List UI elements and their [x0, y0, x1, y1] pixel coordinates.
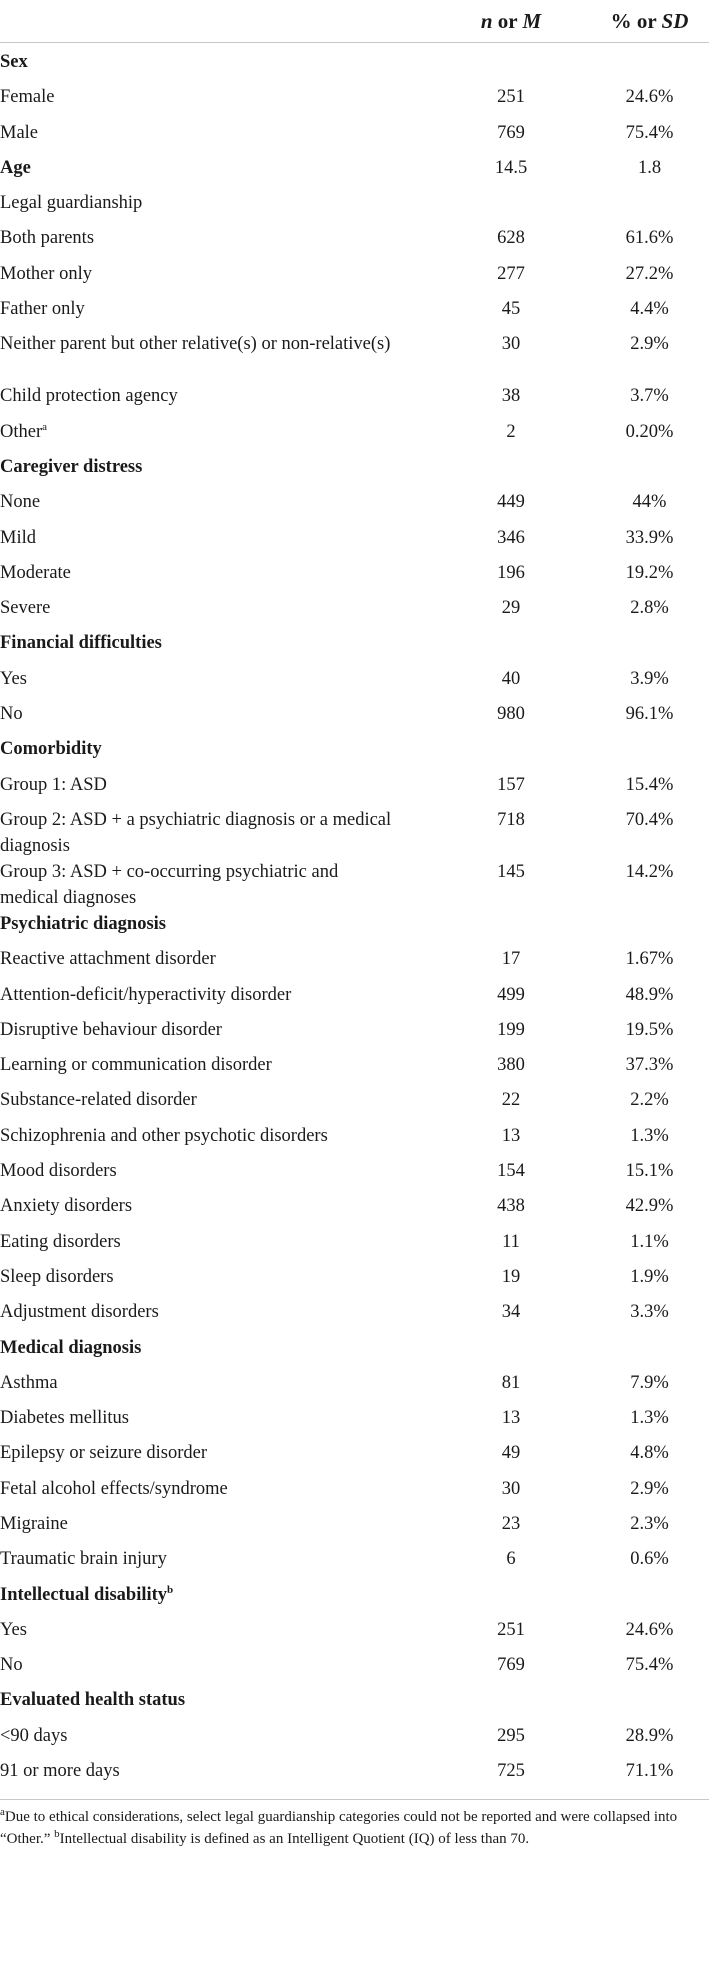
cell-n-or-m: 157 [497, 774, 525, 795]
row-label-text: Attention-deficit/hyperactivity disorder [0, 984, 292, 1005]
row-label-text: Diabetes mellitus [0, 1408, 129, 1429]
cell-n-or-m: 22 [501, 1090, 521, 1111]
row-label-text: 91 or more days [0, 1761, 120, 1782]
cell-pct-or-sd: 3.9% [630, 668, 669, 689]
cell-n-or-m: 295 [497, 1725, 525, 1746]
cell-n-or-m: 769 [497, 1655, 525, 1676]
column-header-n-or-m: n or M [480, 9, 542, 33]
cell-pct-or-sd: 75.4% [625, 122, 674, 143]
cell-pct-or-sd: 1.67% [625, 949, 674, 970]
table-row [0, 519, 709, 554]
cell-pct-or-sd: 75.4% [625, 1655, 674, 1676]
row-label-text: Substance-related disorder [0, 1090, 197, 1111]
cell-n-or-m: 980 [497, 704, 525, 725]
cell-pct-or-sd: 37.3% [625, 1055, 674, 1076]
row-label-text: <90 days [0, 1725, 68, 1746]
row-label [0, 1229, 400, 1255]
cell-pct-or-sd: 27.2% [625, 263, 674, 284]
cell-n-or-m: 45 [501, 299, 521, 320]
cell-pct-or-sd: 14.2% [625, 861, 674, 882]
row-label [0, 1546, 400, 1572]
cell-pct-or-sd: 3.3% [630, 1302, 669, 1323]
cell-pct-or-sd: 61.6% [625, 228, 674, 249]
table-row [0, 1364, 709, 1399]
cell-n-or-m: 196 [497, 562, 525, 583]
cell-pct-or-sd: 44% [632, 492, 667, 513]
row-label [0, 1264, 400, 1290]
cell-n-or-m: 718 [497, 809, 525, 830]
row-label-text: Mood disorders [0, 1161, 117, 1182]
row-label [0, 1193, 400, 1219]
cell-n-or-m: 81 [501, 1372, 521, 1393]
row-label-text: Reactive attachment disorder [0, 949, 216, 970]
cell-n-or-m: 23 [501, 1513, 521, 1534]
table-row [0, 1152, 709, 1187]
section-header-row [0, 448, 709, 483]
table-row [0, 377, 709, 412]
cell-n-or-m: 13 [501, 1408, 521, 1429]
row-label [0, 190, 400, 216]
row-label [0, 701, 400, 727]
cell-n-or-m: 2 [506, 421, 516, 442]
table-row [0, 1717, 709, 1752]
row-label [0, 1405, 400, 1431]
cell-pct-or-sd: 2.8% [630, 598, 669, 619]
cell-n-or-m: 30 [501, 1478, 521, 1499]
table-row [0, 413, 709, 448]
row-label [0, 1370, 400, 1396]
row-label [0, 331, 400, 357]
row-label-text: Father only [0, 299, 85, 320]
row-label [0, 1582, 400, 1608]
row-label-text: Migraine [0, 1513, 68, 1534]
cell-n-or-m: 19 [501, 1266, 521, 1287]
cell-pct-or-sd: 28.9% [625, 1725, 674, 1746]
table-row [0, 801, 709, 856]
cell-n-or-m: 11 [502, 1231, 520, 1252]
cell-n-or-m: 199 [497, 1019, 525, 1040]
section-header-row [0, 1681, 709, 1716]
row-label-text: Child protection agency [0, 386, 178, 407]
row-label [0, 383, 400, 409]
cell-pct-or-sd: 24.6% [625, 1619, 674, 1640]
cell-pct-or-sd: 33.9% [625, 527, 674, 548]
row-label [0, 1158, 400, 1184]
row-label-text: Adjustment disorders [0, 1302, 159, 1323]
cell-n-or-m: 14.5 [494, 157, 528, 178]
table-row [0, 1046, 709, 1081]
cell-pct-or-sd: 96.1% [625, 704, 674, 725]
table-row [0, 589, 709, 624]
row-label [0, 419, 400, 445]
row-label-text: Male [0, 122, 39, 143]
table-row [0, 1752, 709, 1787]
table-row [0, 184, 709, 219]
table-row [0, 1117, 709, 1152]
row-label [0, 1017, 400, 1043]
cell-pct-or-sd: 2.9% [630, 334, 669, 355]
row-label [0, 772, 400, 798]
cell-n-or-m: 499 [497, 984, 525, 1005]
row-label [0, 525, 400, 551]
row-label [0, 982, 400, 1008]
table-footnote [0, 1799, 709, 1850]
table-row [0, 1540, 709, 1575]
cell-pct-or-sd: 1.9% [630, 1266, 669, 1287]
table-row [0, 1646, 709, 1681]
section-header-row [0, 730, 709, 765]
row-label-text: Caregiver distress [0, 456, 143, 477]
table-row [0, 695, 709, 730]
row-label-text: Psychiatric diagnosis [0, 913, 166, 934]
row-label [0, 1052, 400, 1078]
row-label [0, 630, 400, 656]
section-header-row [0, 149, 709, 184]
table-row [0, 325, 709, 377]
row-label-text: Learning or communication disorder [0, 1055, 272, 1076]
row-label-text: Medical diagnosis [0, 1337, 142, 1358]
cell-pct-or-sd: 4.8% [630, 1443, 669, 1464]
row-label-text: Fetal alcohol effects/syndrome [0, 1478, 228, 1499]
table-body [0, 43, 709, 1787]
cell-n-or-m: 29 [501, 598, 521, 619]
row-label-text: Sex [0, 52, 28, 72]
section-header-row [0, 905, 709, 940]
cell-pct-or-sd: 70.4% [625, 809, 674, 830]
row-label [0, 807, 400, 859]
table-row [0, 1011, 709, 1046]
table-row [0, 976, 709, 1011]
cell-n-or-m: 49 [501, 1443, 521, 1464]
row-label-text: Group 3: ASD + co-occurring psychiatric and medical diagnoses [0, 861, 339, 908]
row-label-text: Traumatic brain injury [0, 1549, 167, 1570]
row-label-text: Anxiety disorders [0, 1196, 133, 1217]
cell-pct-or-sd: 2.9% [630, 1478, 669, 1499]
cell-n-or-m: 251 [497, 1619, 525, 1640]
row-label [0, 1652, 400, 1678]
row-label [0, 1123, 400, 1149]
footnote-b-text: Intellectual disability is defined as an Intelligent Quotient (IQ) of less than 70. [59, 1831, 530, 1848]
footnote-marker: a [42, 420, 48, 433]
section-header-row [0, 43, 709, 78]
cell-n-or-m: 628 [497, 228, 525, 249]
row-label [0, 1511, 400, 1537]
row-label [0, 454, 400, 480]
row-label-text: Eating disorders [0, 1231, 121, 1252]
row-label-text: Comorbidity [0, 739, 102, 760]
row-label-text: None [0, 492, 41, 513]
cell-pct-or-sd: 0.20% [625, 421, 674, 442]
cell-n-or-m: 17 [501, 949, 521, 970]
cell-n-or-m: 277 [497, 263, 525, 284]
row-label-text: Mild [0, 527, 36, 548]
cell-pct-or-sd: 2.2% [630, 1090, 669, 1111]
table-row [0, 940, 709, 975]
cell-pct-or-sd: 15.1% [625, 1161, 674, 1182]
row-label-text: Financial difficulties [0, 633, 162, 654]
row-label-text: Schizophrenia and other psychotic disorders [0, 1125, 328, 1146]
cell-pct-or-sd: 1.8 [637, 157, 662, 178]
cell-n-or-m: 380 [497, 1055, 525, 1076]
table-row [0, 1293, 709, 1328]
row-label [0, 946, 400, 972]
row-label [0, 595, 400, 621]
column-header-pct-or-sd: % or SD [610, 9, 689, 33]
row-label-text: Intellectual disability [0, 1584, 168, 1605]
table-row [0, 255, 709, 290]
table-row [0, 78, 709, 113]
table-row [0, 660, 709, 695]
footnote-a-text: Due to ethical considerations, select legal guardianship categories could not be reported and were collapsed into “Other.” [0, 1809, 678, 1848]
row-label-text: Epilepsy or seizure disorder [0, 1443, 208, 1464]
cell-pct-or-sd: 42.9% [625, 1196, 674, 1217]
row-label-text: Mother only [0, 263, 92, 284]
row-label [0, 736, 400, 762]
cell-pct-or-sd: 3.7% [630, 386, 669, 407]
row-label-text: Yes [0, 1619, 27, 1640]
cell-n-or-m: 38 [501, 386, 521, 407]
row-label [0, 1335, 400, 1361]
row-label-text: No [0, 1655, 23, 1676]
row-label [0, 1476, 400, 1502]
row-label-text: No [0, 704, 23, 725]
cell-n-or-m: 6 [506, 1549, 516, 1570]
row-label-text: Other [0, 421, 43, 442]
row-label [0, 155, 400, 181]
table-row [0, 483, 709, 518]
table-row [0, 1434, 709, 1469]
cell-pct-or-sd: 24.6% [625, 87, 674, 108]
row-label-text: Yes [0, 668, 27, 689]
cell-pct-or-sd: 19.2% [625, 562, 674, 583]
row-label-text: Sleep disorders [0, 1266, 114, 1287]
row-label-text: Both parents [0, 228, 95, 249]
cell-n-or-m: 30 [501, 334, 521, 355]
cell-n-or-m: 346 [497, 527, 525, 548]
cell-n-or-m: 449 [497, 492, 525, 513]
cell-n-or-m: 145 [497, 861, 525, 882]
footnote-marker-b: b [54, 1828, 60, 1841]
row-label-text: Female [0, 87, 55, 108]
footnote-marker-a: a [0, 1806, 5, 1819]
cell-n-or-m: 154 [497, 1161, 525, 1182]
cell-n-or-m: 438 [497, 1196, 525, 1217]
cell-pct-or-sd: 19.5% [625, 1019, 674, 1040]
row-label [0, 1723, 400, 1749]
cell-pct-or-sd: 1.1% [630, 1231, 669, 1252]
table-row [0, 1611, 709, 1646]
table-row [0, 1081, 709, 1116]
table-row [0, 219, 709, 254]
table-row [0, 1187, 709, 1222]
row-label [0, 84, 400, 110]
row-label [0, 911, 400, 937]
table-row [0, 853, 709, 908]
cell-n-or-m: 251 [497, 87, 525, 108]
row-label [0, 859, 400, 911]
row-label [0, 1758, 400, 1784]
cell-pct-or-sd: 0.6% [630, 1549, 669, 1570]
section-header-row [0, 1329, 709, 1364]
cell-pct-or-sd: 1.3% [630, 1408, 669, 1429]
row-label-text: Severe [0, 598, 51, 619]
row-label [0, 1617, 400, 1643]
table-header-row [0, 6, 709, 43]
row-label-text: Group 2: ASD + a psychiatric diagnosis or a medical diagnosis [0, 809, 392, 856]
cell-pct-or-sd: 1.3% [630, 1125, 669, 1146]
row-label [0, 49, 400, 75]
row-label [0, 666, 400, 692]
row-label [0, 560, 400, 586]
cell-pct-or-sd: 2.3% [630, 1513, 669, 1534]
row-label [0, 1687, 400, 1713]
cell-n-or-m: 40 [501, 668, 521, 689]
cell-pct-or-sd: 15.4% [625, 774, 674, 795]
table-row [0, 1399, 709, 1434]
row-label-text: Moderate [0, 562, 71, 583]
row-label-text: Neither parent but other relative(s) or non-relative(s) [0, 334, 391, 355]
table-row [0, 1505, 709, 1540]
cell-pct-or-sd: 7.9% [630, 1372, 669, 1393]
row-label [0, 225, 400, 251]
table-row [0, 766, 709, 801]
cell-n-or-m: 34 [501, 1302, 521, 1323]
table-row [0, 1470, 709, 1505]
row-label [0, 120, 400, 146]
row-label-text: Group 1: ASD [0, 774, 107, 795]
row-label [0, 1440, 400, 1466]
table-row [0, 114, 709, 149]
row-label [0, 489, 400, 515]
row-label-text: Legal guardianship [0, 193, 143, 214]
table-row [0, 1223, 709, 1258]
table-row [0, 554, 709, 589]
row-label-text: Age [0, 157, 31, 178]
row-label [0, 296, 400, 322]
table-row [0, 290, 709, 325]
cell-pct-or-sd: 48.9% [625, 984, 674, 1005]
section-header-row [0, 1576, 709, 1611]
row-label-text: Evaluated health status [0, 1690, 186, 1711]
row-label-text: Disruptive behaviour disorder [0, 1019, 222, 1040]
cell-pct-or-sd: 71.1% [625, 1761, 674, 1782]
footnote-marker: b [167, 1583, 174, 1596]
cell-pct-or-sd: 4.4% [630, 299, 669, 320]
row-label-text: Asthma [0, 1372, 58, 1393]
row-label [0, 1299, 400, 1325]
cell-n-or-m: 13 [501, 1125, 521, 1146]
row-label [0, 1087, 400, 1113]
cell-n-or-m: 725 [497, 1761, 525, 1782]
row-label [0, 261, 400, 287]
cell-n-or-m: 769 [497, 122, 525, 143]
section-header-row [0, 624, 709, 659]
table-row [0, 1258, 709, 1293]
